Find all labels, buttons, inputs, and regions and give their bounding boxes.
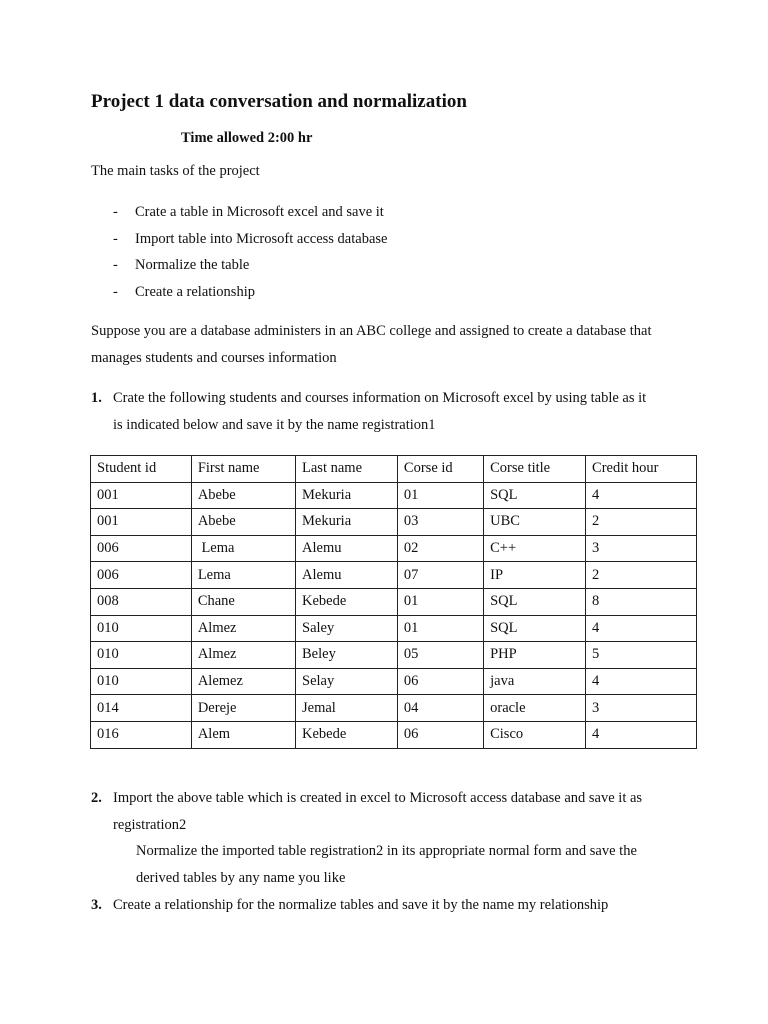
table-cell: Chane xyxy=(191,588,295,615)
task-item xyxy=(113,283,387,310)
table-cell: 001 xyxy=(91,509,192,536)
task-text: Create a relationship xyxy=(135,284,255,301)
table-cell: Selay xyxy=(296,668,398,695)
table-row xyxy=(91,615,697,642)
table-cell: Alemu xyxy=(296,535,398,562)
table-cell: Alemez xyxy=(191,668,295,695)
table-cell: 4 xyxy=(586,668,697,695)
question-2-sub-line-2: derived tables by any name you like xyxy=(136,870,346,886)
table-cell: 014 xyxy=(91,695,192,722)
task-text: Crate a table in Microsoft excel and save it xyxy=(135,204,384,220)
table-cell: 3 xyxy=(586,695,697,722)
table-row xyxy=(91,482,697,509)
table-cell: PHP xyxy=(484,642,586,669)
table-cell: SQL xyxy=(484,588,586,615)
table-cell: SQL xyxy=(484,615,586,642)
table-cell: 001 xyxy=(91,482,192,509)
task-text: Import table into Microsoft access database xyxy=(135,230,388,247)
table-cell: oracle xyxy=(484,695,586,722)
table-cell: Abebe xyxy=(191,509,295,536)
question-3 xyxy=(91,897,608,914)
scenario-line-2: manages students and courses information xyxy=(91,350,337,366)
question-number: 3. xyxy=(91,897,102,913)
table-cell: Almez xyxy=(191,615,295,642)
table-cell: 07 xyxy=(397,562,483,589)
question-text: Import the above table which is created in excel to Microsoft access database and save it as xyxy=(113,790,643,806)
question-1 xyxy=(91,390,646,407)
task-text: Normalize the table xyxy=(135,257,250,274)
table-cell: 016 xyxy=(91,721,192,748)
table-row xyxy=(91,535,697,562)
tasks-intro: The main tasks of the project xyxy=(91,163,260,179)
dash-bullet: - xyxy=(113,257,118,274)
header-cell: Last name xyxy=(296,456,398,483)
task-item xyxy=(113,230,387,257)
table-cell: 006 xyxy=(91,535,192,562)
table-cell: Alemu xyxy=(296,562,398,589)
scenario-line-1: Suppose you are a database administers in an ABC college and assigned to create a database that xyxy=(91,323,652,339)
table-cell: 5 xyxy=(586,642,697,669)
table-cell: Jemal xyxy=(296,695,398,722)
dash-bullet: - xyxy=(113,204,118,220)
table-cell: Kebede xyxy=(296,721,398,748)
table-cell: 006 xyxy=(91,562,192,589)
registration-table xyxy=(90,455,697,749)
table-cell: Abebe xyxy=(191,482,295,509)
question-text: Crate the following students and courses information on Microsoft excel by using table as it xyxy=(113,390,647,406)
table-cell: 4 xyxy=(586,482,697,509)
table-cell: SQL xyxy=(484,482,586,509)
table-row xyxy=(91,509,697,536)
table-cell: Alem xyxy=(191,721,295,748)
table-cell: Lema xyxy=(191,562,295,589)
dash-bullet: - xyxy=(113,284,118,301)
dash-bullet: - xyxy=(113,230,118,247)
table-cell: 04 xyxy=(397,695,483,722)
table-cell: 010 xyxy=(91,615,192,642)
table-cell: UBC xyxy=(484,509,586,536)
table-row xyxy=(91,695,697,722)
table-cell: java xyxy=(484,668,586,695)
header-cell: Corse title xyxy=(484,456,586,483)
table-row xyxy=(91,721,697,748)
table-cell: IP xyxy=(484,562,586,589)
header-cell: Student id xyxy=(91,456,192,483)
task-list xyxy=(113,203,387,310)
time-allowed: Time allowed 2:00 hr xyxy=(181,130,313,146)
question-1-continued: is indicated below and save it by the name registration1 xyxy=(113,417,436,433)
table-cell: Almez xyxy=(191,642,295,669)
header-cell: First name xyxy=(191,456,295,483)
table-cell: 010 xyxy=(91,642,192,669)
table-cell: Beley xyxy=(296,642,398,669)
table-cell: 05 xyxy=(397,642,483,669)
table-cell: C++ xyxy=(484,535,586,562)
table-cell: 4 xyxy=(586,721,697,748)
table-row xyxy=(91,642,697,669)
table-cell: Mekuria xyxy=(296,482,398,509)
table-cell: 01 xyxy=(397,588,483,615)
task-item xyxy=(113,256,387,283)
table-cell: 008 xyxy=(91,588,192,615)
table-cell: Dereje xyxy=(191,695,295,722)
question-2 xyxy=(91,790,642,807)
table-cell: 02 xyxy=(397,535,483,562)
table-row xyxy=(91,562,697,589)
table-cell: Kebede xyxy=(296,588,398,615)
table-cell: Saley xyxy=(296,615,398,642)
header-cell: Corse id xyxy=(397,456,483,483)
table-cell: 2 xyxy=(586,509,697,536)
table-cell: 010 xyxy=(91,668,192,695)
table-cell: 2 xyxy=(586,562,697,589)
table-cell: 8 xyxy=(586,588,697,615)
question-number: 1. xyxy=(91,390,102,406)
task-item xyxy=(113,203,387,230)
table-cell: 06 xyxy=(397,721,483,748)
table-cell: 4 xyxy=(586,615,697,642)
question-number: 2. xyxy=(91,790,102,806)
table-cell: 06 xyxy=(397,668,483,695)
table-cell: Lema xyxy=(191,535,295,562)
table-cell: 01 xyxy=(397,615,483,642)
table-cell: Mekuria xyxy=(296,509,398,536)
question-2-continued: registration2 xyxy=(113,817,187,833)
table-cell: 01 xyxy=(397,482,483,509)
document-title: Project 1 data conversation and normalization xyxy=(91,91,467,112)
table-row xyxy=(91,588,697,615)
table-cell: 03 xyxy=(397,509,483,536)
table-row xyxy=(91,668,697,695)
question-text: Create a relationship for the normalize tables and save it by the name my relationship xyxy=(113,897,609,913)
table-header-row xyxy=(91,456,697,483)
question-2-sub-line-1: Normalize the imported table registration2 in its appropriate normal form and save the xyxy=(136,843,637,859)
table-cell: Cisco xyxy=(484,721,586,748)
header-cell: Credit hour xyxy=(586,456,697,483)
table-cell: 3 xyxy=(586,535,697,562)
